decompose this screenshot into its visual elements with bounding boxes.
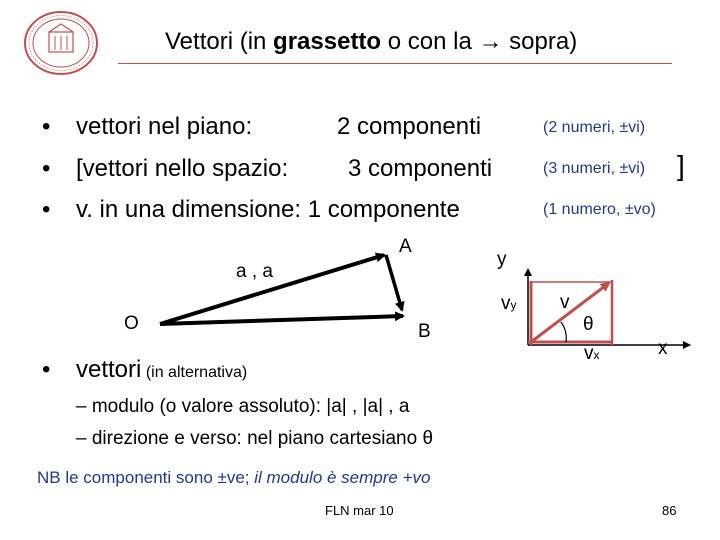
bullet-marker: • (42, 356, 51, 383)
vector-AB-arrow (386, 255, 402, 310)
label-A: A (399, 236, 412, 257)
alt-main: vettori (76, 356, 142, 383)
label-vx: vx (584, 343, 600, 364)
closing-bracket: ] (677, 150, 685, 181)
label-theta: θ (583, 314, 594, 335)
nb-note (37, 468, 430, 488)
dash-marker: – (76, 428, 87, 449)
bullet-note: (1 numero, ±vo) (543, 201, 656, 218)
title-bold: grassetto (273, 28, 382, 55)
bullet-text: v. in una dimensione: 1 componente (76, 196, 460, 223)
bullet-text: [vettori nello spazio: (76, 155, 289, 182)
title-suffix: o con la → sopra) (381, 28, 578, 55)
bullet-text: vettori nel piano: (76, 113, 253, 140)
label-B: B (418, 321, 431, 342)
bullet-marker: • (42, 196, 51, 223)
bullet-marker: • (42, 155, 51, 182)
subitem-modulo (76, 396, 409, 418)
bullet-components: 3 componenti (348, 155, 493, 182)
vector-v-arrow (531, 283, 609, 342)
label-v: v (560, 292, 570, 313)
label-y-axis: y (497, 249, 507, 270)
footer-text: FLN mar 10 (325, 503, 394, 518)
label-vy: vy (501, 293, 517, 314)
bullet-note: (2 numeri, ±vi) (543, 119, 646, 136)
nb-italic: il modulo è sempre +vo (254, 468, 431, 487)
label-O: O (124, 313, 139, 334)
bullet-note: (3 numeri, ±vi) (543, 160, 646, 177)
subitem-text: direzione e verso: nel piano cartesiano θ (91, 428, 434, 449)
subitem-text: modulo (o valore assoluto): |a| , |a| , a (91, 396, 410, 417)
bullet-marker: • (42, 113, 51, 140)
label-a: a , a (236, 261, 273, 282)
label-x-axis: x (658, 338, 668, 359)
bullet-components: 2 componenti (337, 113, 482, 140)
subitem-direzione (76, 428, 433, 450)
theta-arc (561, 322, 566, 342)
alt-small: (in alternativa) (145, 364, 248, 381)
dash-marker: – (76, 396, 87, 417)
page-number: 86 (662, 503, 677, 518)
vector-OB-arrow (160, 316, 403, 324)
title-prefix: Vettori (in (165, 28, 274, 55)
bullet-alternative (42, 356, 247, 384)
nb-plain: NB le componenti sono ±ve; (37, 468, 255, 487)
